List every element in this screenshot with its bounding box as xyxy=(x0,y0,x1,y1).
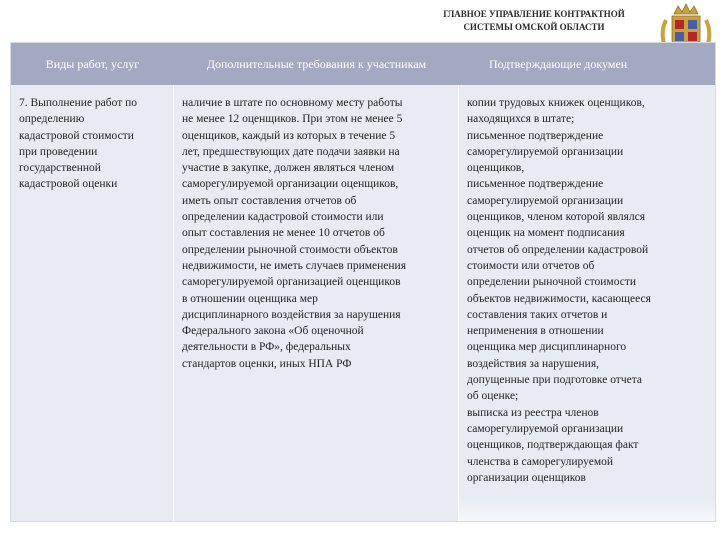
cell-requirements xyxy=(174,85,459,521)
requirements-line: недвижимости, не иметь случаев применения xyxy=(182,259,406,272)
documents-line: составления таких отчетов и xyxy=(467,308,608,321)
requirements-line: саморегулируемой организацией оценщиков xyxy=(182,276,401,289)
documents-line: об оценке; xyxy=(467,390,519,403)
work-type-line: государственной xyxy=(19,162,101,175)
requirements-line: определении кадастровой стоимости или xyxy=(182,211,384,224)
requirements-line: лет, предшествующих дате подачи заявки на xyxy=(182,145,400,158)
documents-line: оценщиков, подтверждающая факт xyxy=(467,439,639,452)
documents-line: находящихся в штате; xyxy=(467,113,575,126)
documents-line: объектов недвижимости, касающееся xyxy=(467,292,651,305)
requirements-line: иметь опыт составления отчетов об xyxy=(182,194,357,207)
documents-line: неприменения в отношении xyxy=(467,325,604,338)
documents-line: оценщиков, xyxy=(467,162,525,175)
documents-line: саморегулируемой организации xyxy=(467,194,624,207)
documents-text xyxy=(467,95,651,486)
work-type-line: при проведении xyxy=(19,145,98,158)
work-type-line: определению xyxy=(19,113,85,126)
documents-line: письменное подтверждение xyxy=(467,129,604,142)
column-header-requirements: Дополнительные требования к участникам xyxy=(206,56,427,71)
column-header-work-types: Виды работ, услуг xyxy=(45,56,140,71)
documents-cell-fade xyxy=(459,497,715,521)
documents-line: саморегулируемой организации xyxy=(467,145,624,158)
work-type-text xyxy=(19,95,137,193)
documents-line: оценщик на момент подписания xyxy=(467,227,625,240)
requirements-text xyxy=(182,95,406,372)
requirements-line: деятельности в РФ», федеральных xyxy=(182,341,351,354)
requirements-line: дисциплинарного воздействия за нарушения xyxy=(182,308,401,321)
emblem-crown xyxy=(674,4,698,14)
work-type-line: кадастровой оценки xyxy=(19,178,118,191)
documents-line: выписка из реестра членов xyxy=(467,406,599,419)
column-header-documents: Подтверждающие докумен xyxy=(489,56,628,71)
requirements-line: не менее 12 оценщиков. При этом не менее 5 xyxy=(182,113,403,126)
documents-line: организации оценщиков xyxy=(467,471,586,484)
documents-line: допущенные при подготовке отчета xyxy=(467,374,642,387)
work-type-line: 7. Выполнение работ по xyxy=(19,97,138,109)
documents-line: оценщиков, членом которой являлся xyxy=(467,211,646,224)
work-type-line: кадастровой стоимости xyxy=(19,129,134,142)
cell-work-type xyxy=(11,85,174,521)
documents-line: саморегулируемой организации xyxy=(467,422,624,435)
documents-line: определении рыночной стоимости xyxy=(467,276,637,289)
org-header xyxy=(414,8,654,34)
documents-line: письменное подтверждение xyxy=(467,178,604,191)
requirements-line: саморегулируемой организации оценщиков, xyxy=(182,178,399,191)
requirements-line: Федерального закона «Об оценочной xyxy=(182,325,364,338)
documents-line: стоимости или отчетов об xyxy=(467,259,595,272)
requirements-line: определении рыночной стоимости объектов xyxy=(182,243,398,256)
org-header-line-2: СИСТЕМЫ ОМСКОЙ ОБЛАСТИ xyxy=(463,22,605,32)
requirements-line: участие в закупке, должен являться членом xyxy=(182,162,395,175)
documents-line: членства в саморегулируемой xyxy=(467,455,614,468)
org-header-line-1: ГЛАВНОЕ УПРАВЛЕНИЕ КОНТРАКТНОЙ xyxy=(443,9,625,19)
documents-line: оценщика мер дисциплинарного xyxy=(467,341,627,354)
table-header-row xyxy=(11,43,715,85)
requirements-table xyxy=(10,42,716,522)
requirements-line: оценщиков, каждый из которых в течение 5 xyxy=(182,129,396,142)
documents-line: копии трудовых книжек оценщиков, xyxy=(467,97,645,109)
documents-line: отчетов об определении кадастровой xyxy=(467,243,649,256)
requirements-line: стандартов оценки, иных НПА РФ xyxy=(182,357,352,370)
requirements-line: наличие в штате по основному месту работы xyxy=(182,97,403,109)
requirements-line: опыт составления не менее 10 отчетов об xyxy=(182,227,385,240)
requirements-line: в отношении оценщика мер xyxy=(182,292,318,305)
documents-line: воздействия за нарушения, xyxy=(467,357,599,370)
cell-documents xyxy=(459,85,715,521)
